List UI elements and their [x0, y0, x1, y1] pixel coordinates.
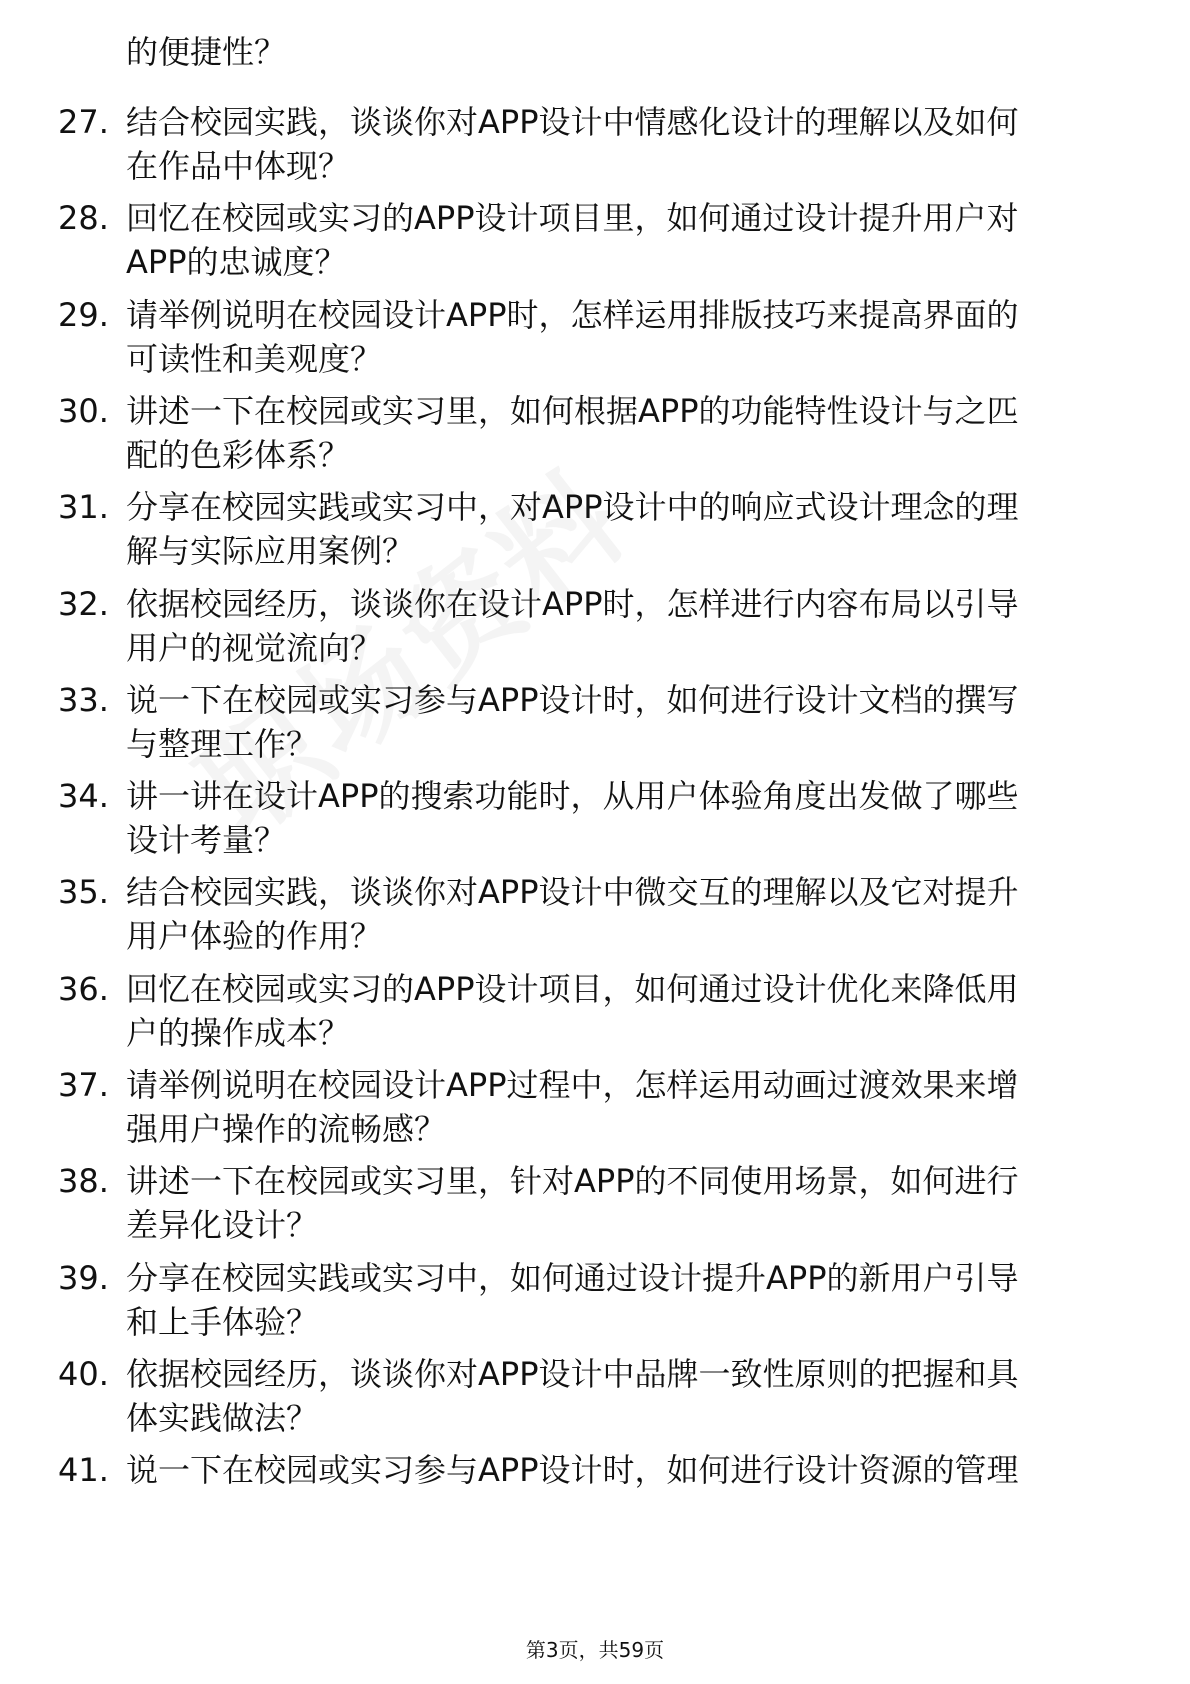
question-number: 27.	[58, 103, 109, 141]
question-number: 40.	[58, 1355, 109, 1393]
question-number: 34.	[58, 777, 109, 815]
question-text-line1: 讲一讲在设计APP的搜索功能时，从用户体验角度出发做了哪些	[126, 777, 1019, 815]
question-text-line1: 讲述一下在校园或实习里，针对APP的不同使用场景，如何进行	[126, 1162, 1019, 1200]
question-number: 38.	[58, 1162, 109, 1200]
question-text-line1: 回忆在校园或实习的APP设计项目里，如何通过设计提升用户对	[126, 199, 1019, 237]
question-number: 35.	[58, 873, 109, 911]
question-text-line1: 说一下在校园或实习参与APP设计时，如何进行设计文档的撰写	[126, 681, 1019, 719]
question-number: 28.	[58, 199, 109, 237]
question-text-line2: 与整理工作？	[126, 725, 319, 763]
question-text-line1: 回忆在校园或实习的APP设计项目，如何通过设计优化来降低用	[126, 970, 1019, 1008]
question-number: 33.	[58, 681, 109, 719]
question-number: 41.	[58, 1451, 109, 1489]
question-text-line1: 讲述一下在校园或实习里，如何根据APP的功能特性设计与之匹	[126, 392, 1019, 430]
question-number: 32.	[58, 585, 109, 623]
question-text-line2: 设计考量？	[126, 821, 287, 859]
question-text-line1: 请举例说明在校园设计APP过程中，怎样运用动画过渡效果来增	[126, 1066, 1019, 1104]
question-text-line1: 结合校园实践，谈谈你对APP设计中微交互的理解以及它对提升	[126, 873, 1019, 911]
question-text-line2: 解与实际应用案例？	[126, 532, 415, 570]
question-text-line2: 强用户操作的流畅感？	[126, 1110, 447, 1148]
question-text-line2: 和上手体验？	[126, 1303, 319, 1341]
question-number: 29.	[58, 296, 109, 334]
question-text-line1: 请举例说明在校园设计APP时，怎样运用排版技巧来提高界面的	[126, 296, 1019, 334]
question-text-line2: APP的忠诚度？	[126, 243, 347, 281]
continuation-text: 的便捷性？	[126, 33, 287, 71]
question-text-line1: 结合校园实践，谈谈你对APP设计中情感化设计的理解以及如何	[126, 103, 1019, 141]
question-number: 31.	[58, 488, 109, 526]
question-text-line2: 户的操作成本？	[126, 1014, 351, 1052]
page-footer: 第3页，共59页	[525, 1638, 665, 1662]
question-number: 37.	[58, 1066, 109, 1104]
question-text-line1: 依据校园经历，谈谈你对APP设计中品牌一致性原则的把握和具	[126, 1355, 1019, 1393]
question-text-line2: 体实践做法？	[126, 1399, 319, 1437]
question-number: 30.	[58, 392, 109, 430]
question-text-line1: 分享在校园实践或实习中，如何通过设计提升APP的新用户引导	[126, 1259, 1019, 1297]
question-text-line1: 依据校园经历，谈谈你在设计APP时，怎样进行内容布局以引导	[126, 585, 1019, 623]
question-text-line2: 可读性和美观度？	[126, 340, 383, 378]
question-number: 36.	[58, 970, 109, 1008]
question-text-line2: 用户的视觉流向？	[126, 629, 383, 667]
question-text-line2: 差异化设计？	[126, 1206, 319, 1244]
question-text-line1: 分享在校园实践或实习中，对APP设计中的响应式设计理念的理	[126, 488, 1019, 526]
question-number: 39.	[58, 1259, 109, 1297]
question-text-line2: 用户体验的作用？	[126, 917, 383, 955]
question-text-line1: 说一下在校园或实习参与APP设计时，如何进行设计资源的管理	[126, 1451, 1019, 1489]
question-text-line2: 配的色彩体系？	[126, 436, 351, 474]
question-text-line2: 在作品中体现？	[126, 147, 351, 185]
